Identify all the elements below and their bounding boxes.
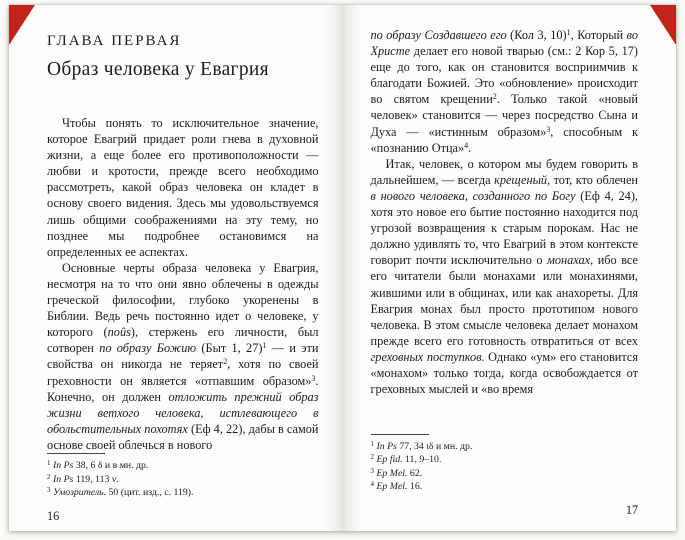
page-left	[9, 5, 343, 531]
footnote: $^2$ Ep fid. 11, 9–10.	[370, 453, 442, 466]
chapter-title: Образ человека у Евагрия	[47, 59, 269, 80]
footnote: $^1$ In Ps 77, 34 ιδ и мн. др.	[370, 439, 473, 452]
page-number: 16	[47, 508, 60, 523]
footnote: $^3$ Ep Mel. 62.	[370, 466, 423, 479]
page-right	[343, 5, 677, 531]
book-spread	[9, 5, 676, 531]
chapter-label: ГЛАВА ПЕРВАЯ	[47, 33, 182, 49]
footnote: $^1$ In Ps 38, 6 δ и в мн. др.	[47, 458, 149, 471]
paragraph: по образу Создавшего его (Кол 3, 10)$^1$, Который во Христе делает его новой тварью (см.: 2 Кор 5, 17) еще до того, как он становится восприимчив к благодати Божией. Это «обновление» происходит во святом крещении$^2$. Только такой «новый человек» становится — через посредство Сына и Духа — «истинным образом»$^3$, способным к «познанию Отца»$^4$.	[370, 28, 638, 155]
red-cover-corner-left-icon	[9, 5, 35, 45]
page-number: 17	[625, 503, 638, 517]
page-footer	[47, 453, 319, 524]
footnote-separator	[371, 434, 429, 435]
footnote: $^3$ Умозритель. 50 (цит. изд., с. 119).	[47, 486, 194, 499]
footnote-separator	[47, 453, 105, 454]
paragraph: Чтобы понять то исключительное значение, которое Евагрий придает роли гнева в духовной жизни, а еще более его противоположности — любви и кротости, прежде всего необходимо рассмотреть, какой образ человека он кладет в основу своего видения. Здесь мы удовольствуемся лишь общими соображениями на эту тему, но позднее мы подробнее остановимся на определенных ее аспектах.	[47, 116, 319, 259]
footnote: $^4$ Ep Mel. 16.	[370, 480, 423, 493]
paragraph: Итак, человек, о котором мы будем говорить в дальнейшем, — всегда крещеный, тот, кто облечен в нового человека, созданного по Богу (Еф 4, 24), хотя это новое его бытие постоянно находится под угрозой возвращения к старым порокам. Нас не должно удивлять то, что Евагрий в этом контексте говорит почти исключительно о монахах, ибо все его читатели были монахами или монахинями, жившими или в общинах, или как анахореты. Для Евагрия монах был просто прототипом нового человека. В этом смысле человека делает монахом прежде всего его готовность отвратиться от всех греховных поступков. Однако «ум» его становится «монахом» только тогда, когда освобождается от греховных мыслей и «во время	[370, 156, 638, 397]
paragraph: Основные черты образа человека у Евагрия, несмотря на то что они явно облечены в одежды греческой философии, глубоко укоренены в Библии. Ведь речь постоянно идет о человеке, у которого (noûs), стержень его личности, был сотворен по образу Божию (Быт 1, 27)$^1$ — и эти свойства он никогда не теряет$^2$, хотя по своей греховности он является «отпавшим образом»$^3$. Конечно, он должен отложить прежний образ жизни ветхого человека, истлевающего в обольстительных похотях (Еф 4, 22), дабы в самой основе своей облечься в нового	[47, 260, 319, 452]
footnote: $^2$ In Ps 119, 113 ν.	[47, 472, 119, 485]
page-footer	[371, 434, 639, 518]
red-cover-corner-right-icon	[650, 5, 676, 45]
